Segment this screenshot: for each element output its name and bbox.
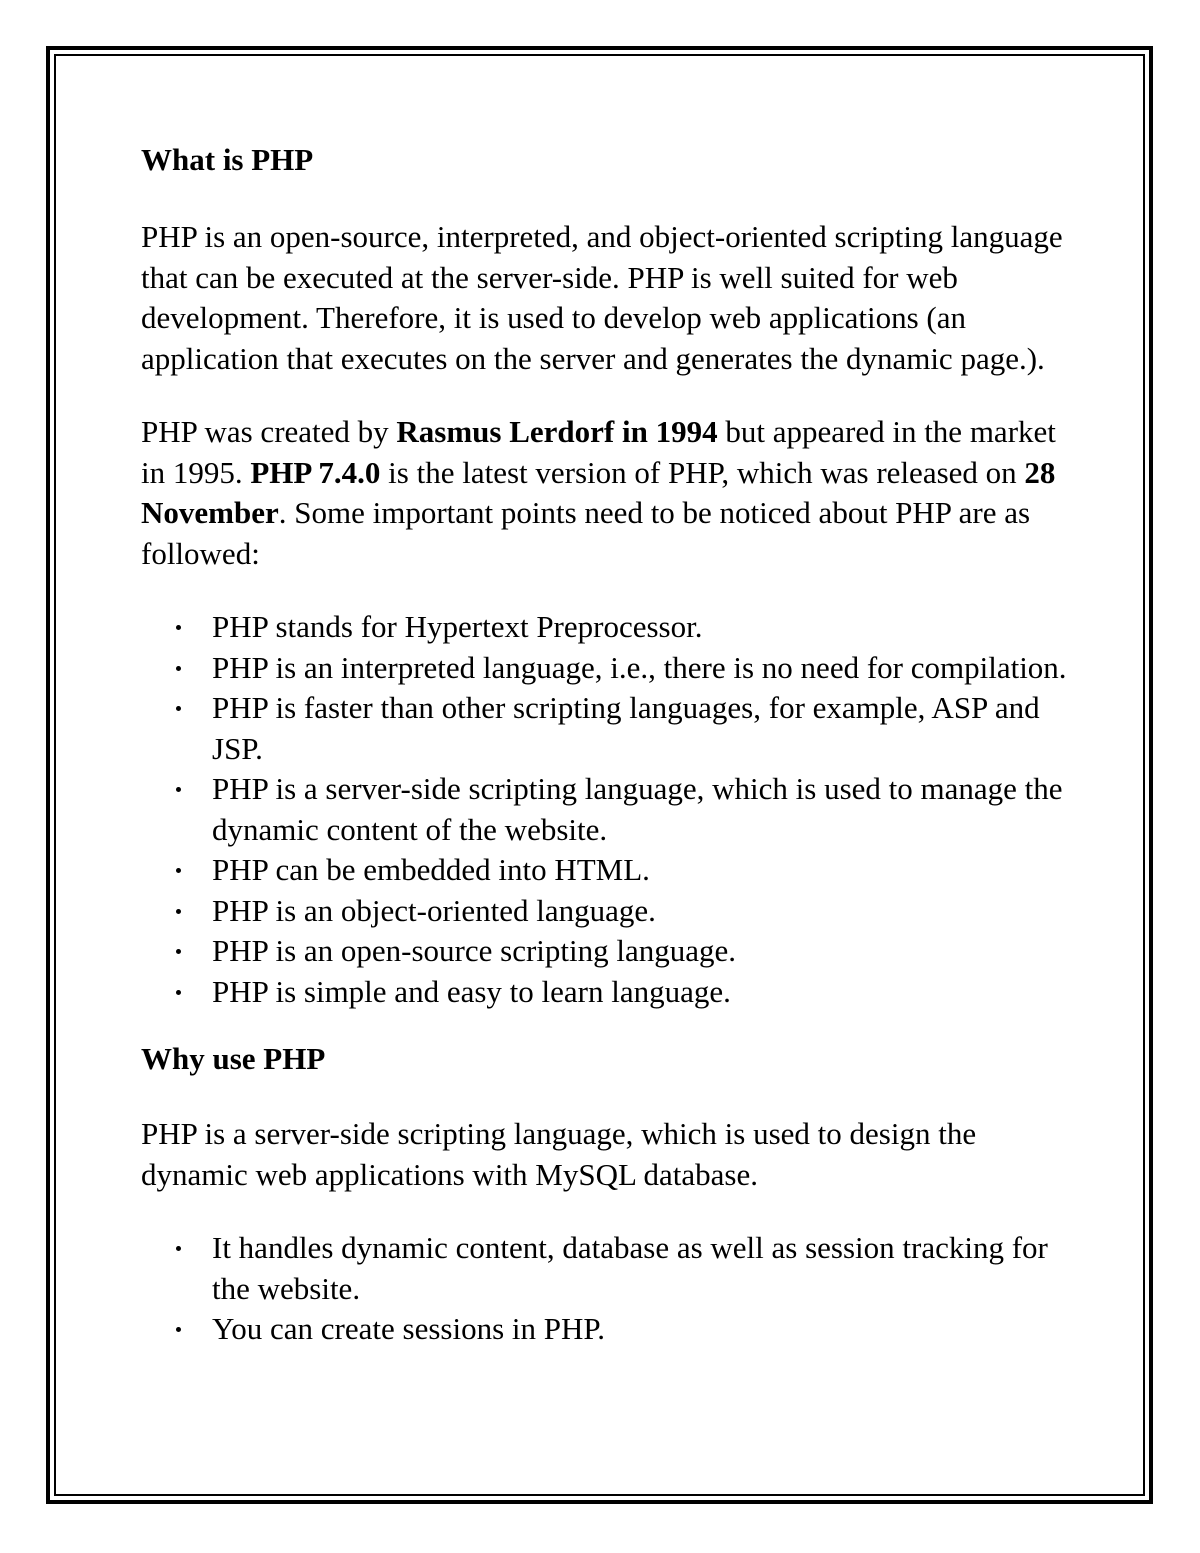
- why-paragraph: PHP is a server-side scripting language, which is used to design the dynamic web applications with MySQL database.: [141, 1116, 977, 1192]
- history-bold-date: 28 November: [141, 454, 1056, 530]
- list-item: PHP is simple and easy to learn language.: [212, 972, 1081, 1013]
- history-bold-creator: Rasmus Lerdorf in 1994: [396, 414, 718, 449]
- why-points-list: [141, 1228, 1081, 1350]
- intro-paragraph: PHP is an open-source, interpreted, and object-oriented scripting language that can be executed at the server-side. PHP is well suited for web development. Therefore, it is used to develop web applications (an application that executes on the server and generates the dynamic page.).: [141, 219, 1063, 376]
- list-item: PHP is an open-source scripting language.: [212, 931, 1081, 972]
- history-text-1: PHP was created by: [141, 414, 397, 449]
- list-item: PHP is an object-oriented language.: [212, 891, 1081, 932]
- list-item: PHP is a server-side scripting language, which is used to manage the dynamic content of the website.: [212, 769, 1081, 850]
- document-content: [141, 140, 1081, 1350]
- list-item: PHP is an interpreted language, i.e., there is no need for compilation.: [212, 648, 1081, 689]
- list-item: PHP can be embedded into HTML.: [212, 850, 1081, 891]
- list-item: PHP is faster than other scripting languages, for example, ASP and JSP.: [212, 688, 1081, 769]
- heading-why-use-php: Why use PHP: [141, 1041, 326, 1076]
- history-paragraph: [141, 412, 1081, 574]
- list-item: You can create sessions in PHP.: [212, 1309, 1081, 1350]
- history-text-3: is the latest version of PHP, which was released on: [380, 454, 1025, 490]
- heading-what-is-php: What is PHP: [141, 142, 314, 177]
- list-item: It handles dynamic content, database as well as session tracking for the website.: [212, 1228, 1081, 1309]
- history-text-2: but appeared in the market in 1995.: [141, 414, 1056, 490]
- history-bold-version: PHP 7.4.0: [250, 454, 381, 490]
- history-text-4: . Some important points need to be noticed about PHP are as followed:: [141, 495, 1031, 571]
- php-points-list: [141, 607, 1081, 1012]
- list-item: PHP stands for Hypertext Preprocessor.: [212, 607, 1081, 648]
